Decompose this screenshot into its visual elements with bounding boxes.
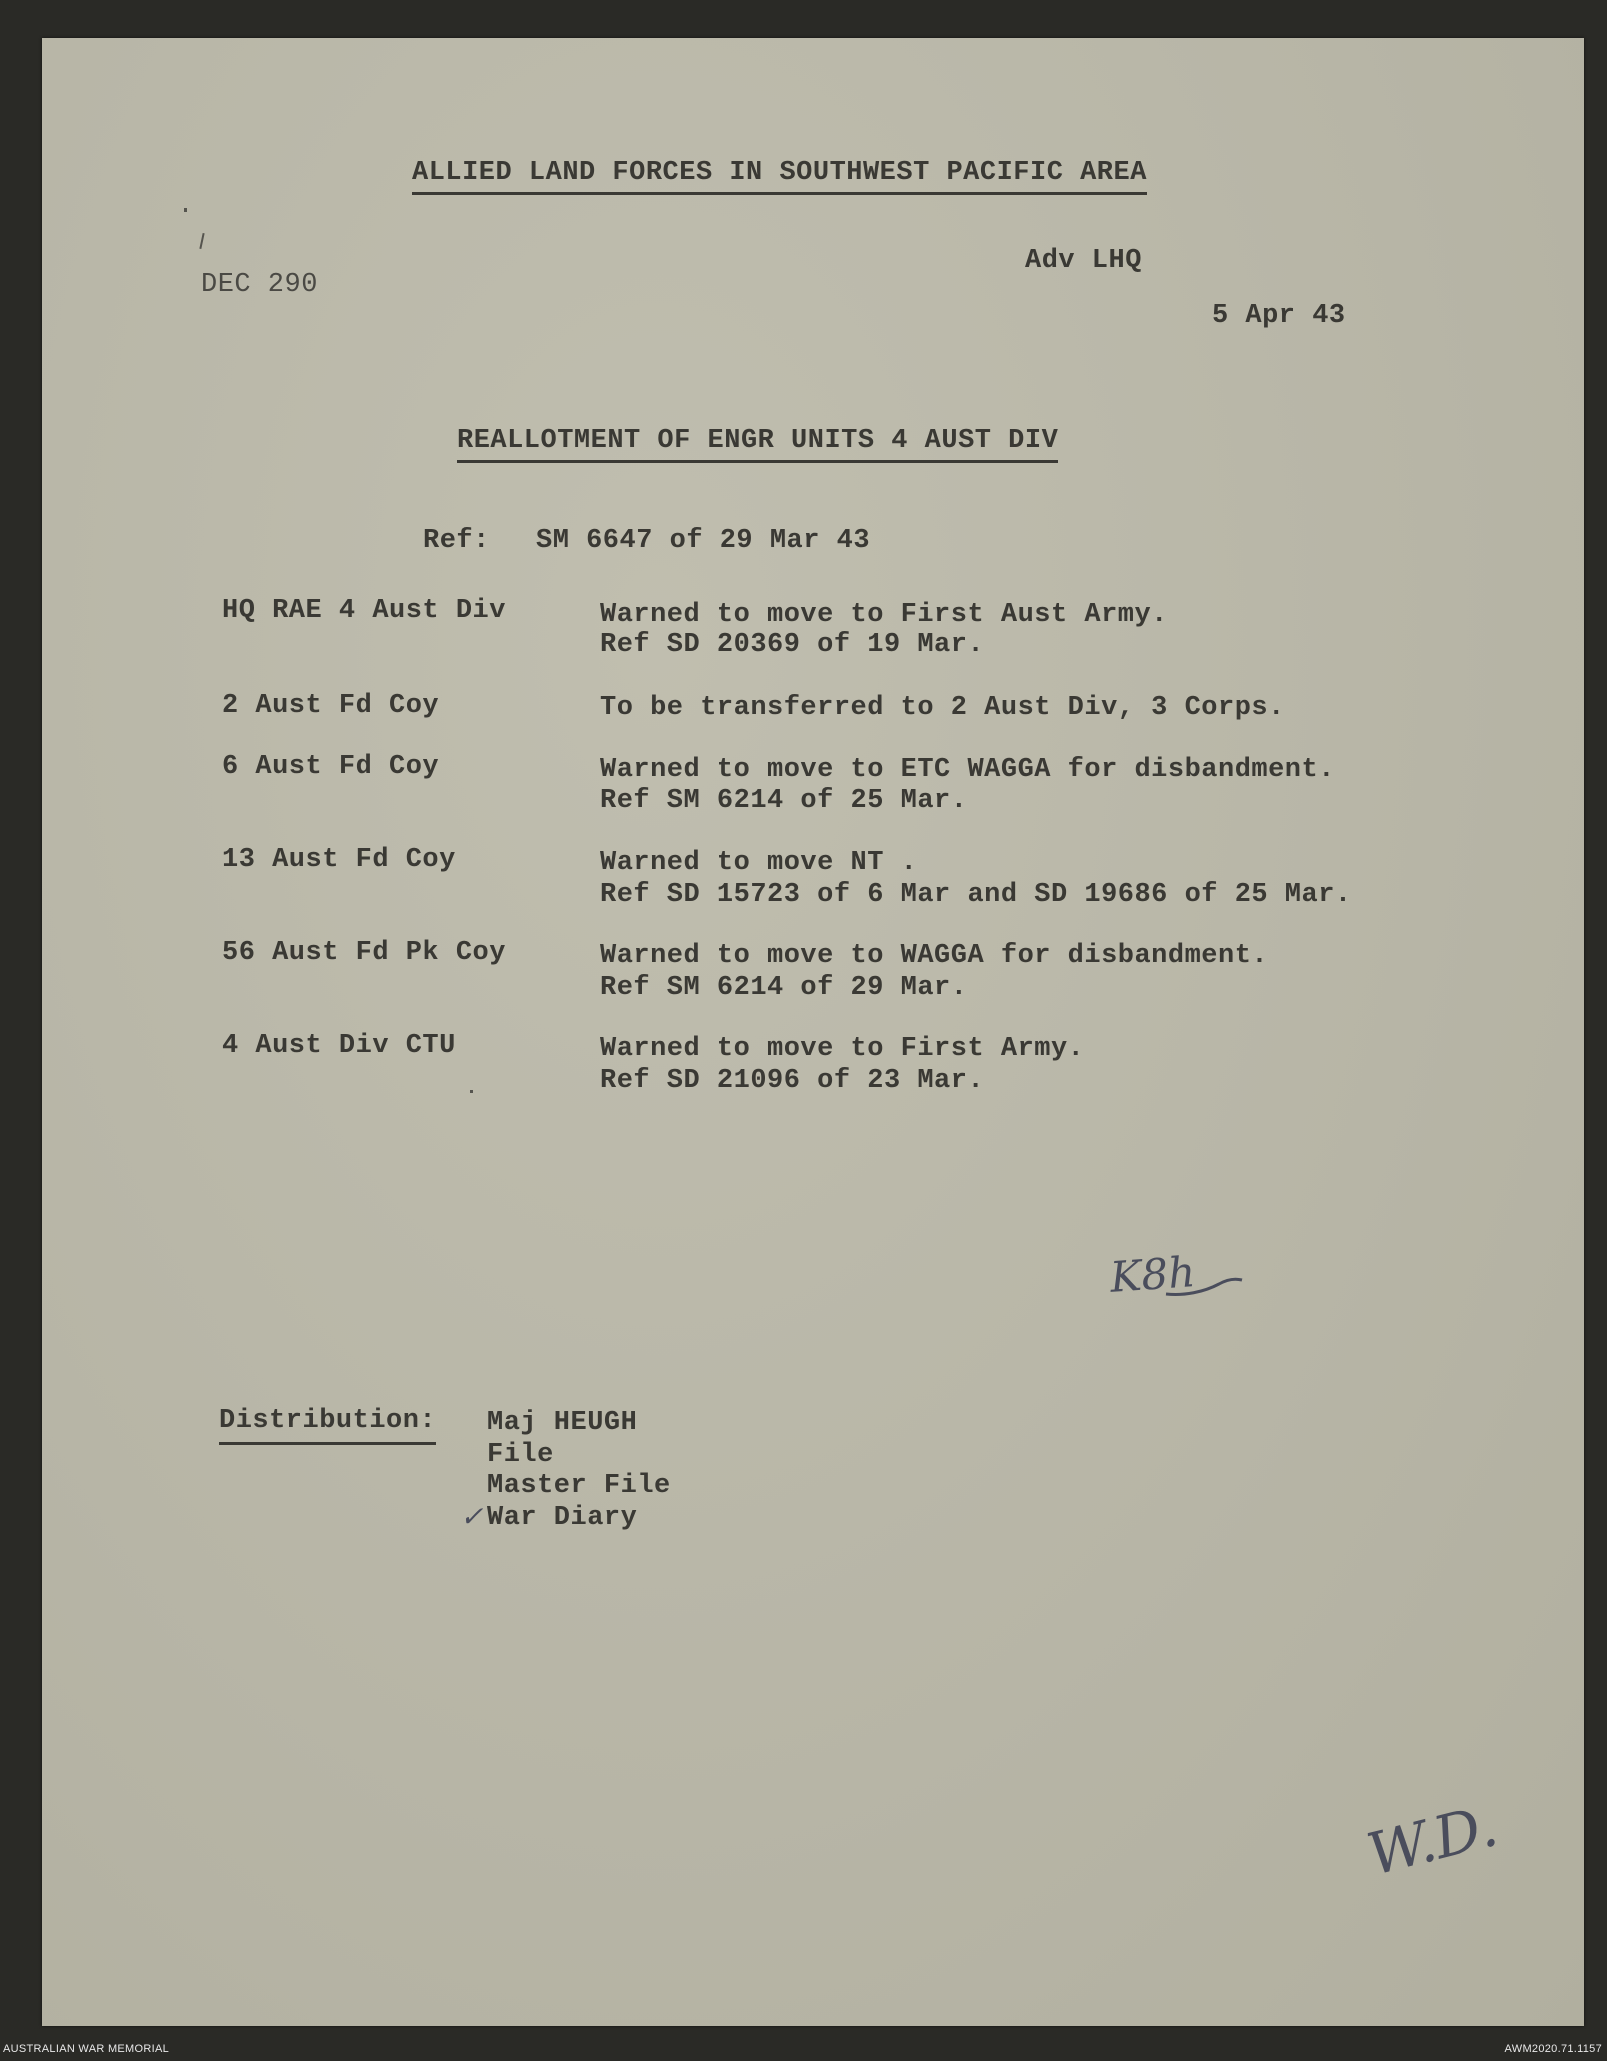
unit-action: Warned to move to First Army. bbox=[600, 1034, 1085, 1064]
handwritten-signature: K8h bbox=[1108, 1247, 1197, 1302]
unit-action: Warned to move to ETC WAGGA for disbandment. bbox=[600, 755, 1335, 785]
footer-institution: AUSTRALIAN WAR MEMORIAL bbox=[3, 2043, 170, 2055]
unit-reference: Ref SD 20369 of 19 Mar. bbox=[600, 630, 985, 660]
distribution-item: War Diary bbox=[487, 1503, 638, 1533]
unit-name: 4 Aust Div CTU bbox=[222, 1031, 456, 1061]
distribution-item: Maj HEUGH bbox=[487, 1408, 638, 1438]
unit-action: Warned to move NT . bbox=[600, 848, 918, 878]
footer-accession-number: AWM2020.71.1157 bbox=[1504, 2043, 1602, 2055]
subject-title: REALLOTMENT OF ENGR UNITS 4 AUST DIV bbox=[457, 426, 1058, 463]
signature-flourish bbox=[1164, 1266, 1244, 1306]
ink-dot bbox=[470, 1090, 473, 1093]
unit-action: To be transferred to 2 Aust Div, 3 Corps. bbox=[600, 693, 1285, 723]
document-date: 5 Apr 43 bbox=[1212, 301, 1346, 331]
distribution-item: File bbox=[487, 1440, 554, 1470]
pencil-mark bbox=[199, 233, 204, 249]
file-reference: DEC 290 bbox=[201, 270, 318, 300]
office-code: Adv LHQ bbox=[1025, 246, 1142, 276]
handwritten-annotation: W.D. bbox=[1360, 1791, 1505, 1889]
punch-mark bbox=[184, 208, 187, 212]
unit-action: Warned to move to WAGGA for disbandment. bbox=[600, 941, 1269, 971]
reference-value: SM 6647 of 29 Mar 43 bbox=[536, 526, 871, 556]
distribution-label: Distribution: bbox=[219, 1406, 436, 1445]
unit-reference: Ref SM 6214 of 29 Mar. bbox=[600, 973, 968, 1003]
unit-reference: Ref SM 6214 of 25 Mar. bbox=[600, 786, 968, 816]
unit-name: 2 Aust Fd Coy bbox=[222, 691, 440, 721]
document-header: ALLIED LAND FORCES IN SOUTHWEST PACIFIC AREA bbox=[412, 158, 1147, 195]
unit-reference: Ref SD 15723 of 6 Mar and SD 19686 of 25 Mar. bbox=[600, 880, 1352, 910]
unit-name: 56 Aust Fd Pk Coy bbox=[222, 938, 506, 968]
unit-action: Warned to move to First Aust Army. bbox=[600, 600, 1168, 630]
reference-label: Ref: bbox=[423, 526, 490, 556]
unit-name: 13 Aust Fd Coy bbox=[222, 845, 456, 875]
unit-name: 6 Aust Fd Coy bbox=[222, 752, 440, 782]
check-mark: ✓ bbox=[460, 1500, 484, 1533]
document-page bbox=[42, 38, 1584, 2026]
distribution-item: Master File bbox=[487, 1471, 671, 1501]
unit-name: HQ RAE 4 Aust Div bbox=[222, 596, 506, 626]
unit-reference: Ref SD 21096 of 23 Mar. bbox=[600, 1066, 985, 1096]
